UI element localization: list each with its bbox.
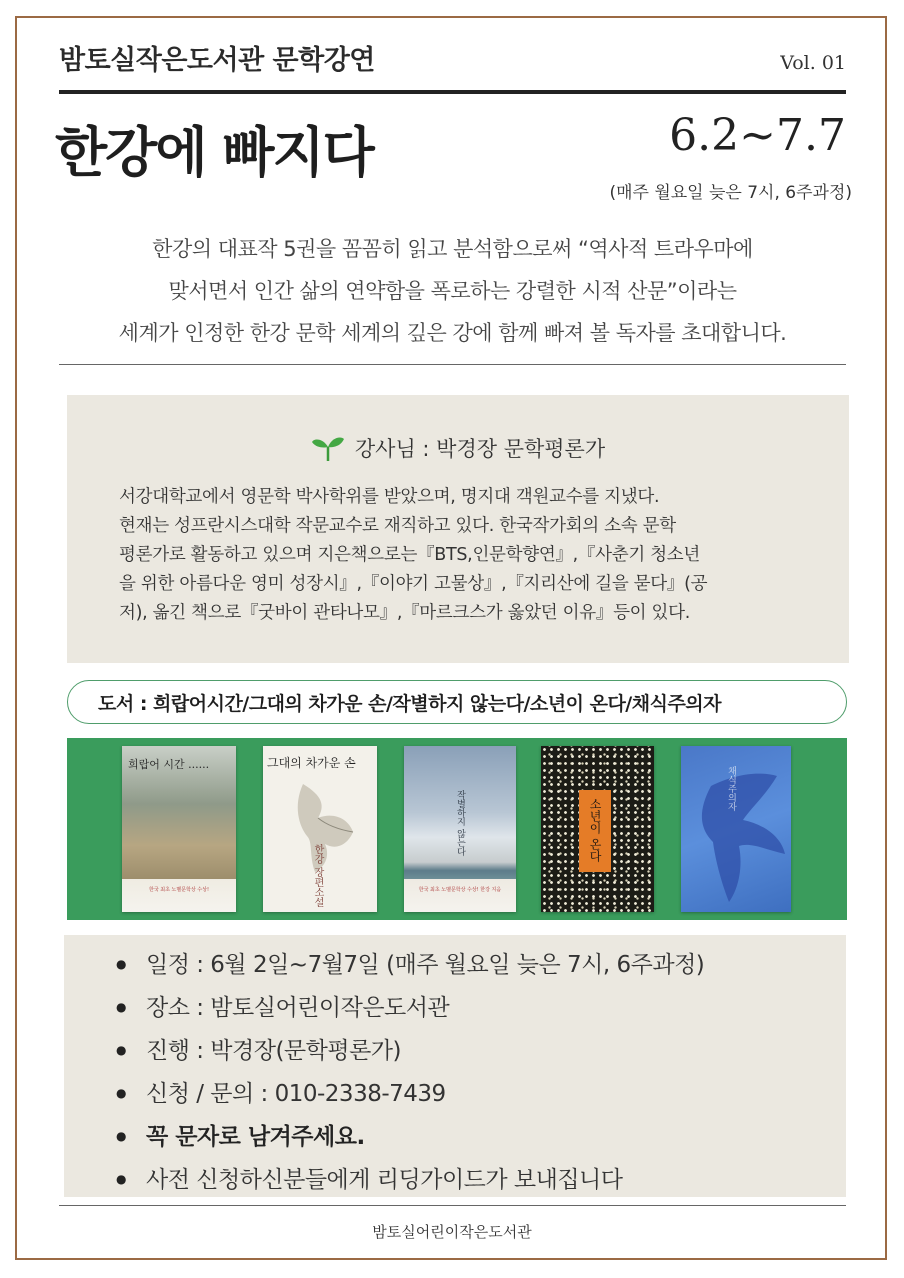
detail-reading-guide: ● 사전 신청하신분들에게 리딩가이드가 보내집니다 <box>116 1158 704 1201</box>
book-cover-vegetarian <box>681 746 791 912</box>
book-badge: 한국 최초 노벨문학상 수상! 한강 지음 <box>418 887 502 893</box>
book-cover-greek-lessons <box>122 746 236 912</box>
title-block <box>579 790 611 872</box>
book-badge: 한국 최초 노벨문학상 수상! <box>149 887 209 893</box>
book-cover-strip <box>67 738 847 920</box>
header-divider <box>59 90 846 94</box>
detail-contact: ● 신청 / 문의 : 010-2338-7439 <box>116 1072 704 1115</box>
event-details-panel <box>64 935 846 1197</box>
date-range: 6.2~7.7 <box>669 110 846 161</box>
intro-line: 한강의 대표작 5권을 꼼꼼히 읽고 분석함으로써 “역사적 트라우마에 <box>152 237 753 261</box>
book-cover-human-acts <box>541 746 654 912</box>
book-title: 작별하지 않는다 <box>455 790 465 856</box>
footer-divider <box>59 1205 846 1206</box>
instructor-heading-text: 강사님 : 박경장 문학평론가 <box>354 437 606 461</box>
intro-line: 맞서면서 인간 삶의 연약함을 폭로하는 강렬한 시적 산문”이라는 <box>168 279 737 303</box>
page-title: 한강에 빠지다 <box>55 121 373 184</box>
book-cover-your-cold-hands <box>263 746 377 912</box>
detail-schedule: ● 일정 : 6월 2일~7월7일 (매주 월요일 늦은 7시, 6주과정) <box>116 943 704 986</box>
instructor-panel <box>67 395 849 663</box>
intro-paragraph <box>59 228 846 354</box>
books-label-pill <box>67 680 847 724</box>
volume-label: Vol. 01 <box>780 52 846 74</box>
bio-line: 을 위한 아름다운 영미 성장시』,『이야기 고물상』,『지리산에 길을 묻다』(공 <box>119 574 708 594</box>
bio-line: 평론가로 활동하고 있으며 지은책으로는『BTS,인문학향연』,『사춘기 청소년 <box>119 545 701 565</box>
divider <box>59 364 846 365</box>
book-title: 채식주의자 <box>726 766 736 811</box>
detail-sms-note: ● 꼭 문자로 남겨주세요. <box>116 1115 704 1158</box>
bio-line: 저), 옮긴 책으로『굿바이 관타나모』,『마르크스가 옳았던 이유』등이 있다. <box>119 603 691 623</box>
bio-line: 현재는 성프란시스대학 작문교수로 재직하고 있다. 한국작가회의 소속 문학 <box>119 516 676 536</box>
detail-host: ● 진행 : 박경장(문학평론가) <box>116 1029 704 1072</box>
books-label: 도서 : 희랍어시간/그대의 차가운 손/작별하지 않는다/소년이 온다/채식주의자 <box>98 693 722 715</box>
schedule-note: (매주 월요일 늦은 7시, 6주과정) <box>609 183 852 203</box>
intro-line: 세계가 인정한 한강 문학 세계의 깊은 강에 함께 빠져 볼 독자를 초대합니다. <box>118 321 787 345</box>
book-title: 그대의 차가운 손 <box>267 756 356 770</box>
book-title: 소년이 온다 <box>588 798 602 862</box>
sprout-icon <box>311 434 345 467</box>
book-title: 희랍어 시간 ...... <box>128 758 210 771</box>
book-author: 한강 장편소설 <box>312 844 323 908</box>
bio-line: 서강대학교에서 영문학 박사학위를 받았으며, 명지대 객원교수를 지냈다. <box>119 487 660 507</box>
instructor-heading <box>67 433 849 467</box>
footer-library-name: 밤토실어린이작은도서관 <box>372 1223 532 1241</box>
detail-venue: ● 장소 : 밤토실어린이작은도서관 <box>116 986 704 1029</box>
book-cover-we-do-not-part <box>404 746 516 912</box>
instructor-bio <box>119 483 809 628</box>
series-title: 밤토실작은도서관 문학강연 <box>59 45 375 76</box>
